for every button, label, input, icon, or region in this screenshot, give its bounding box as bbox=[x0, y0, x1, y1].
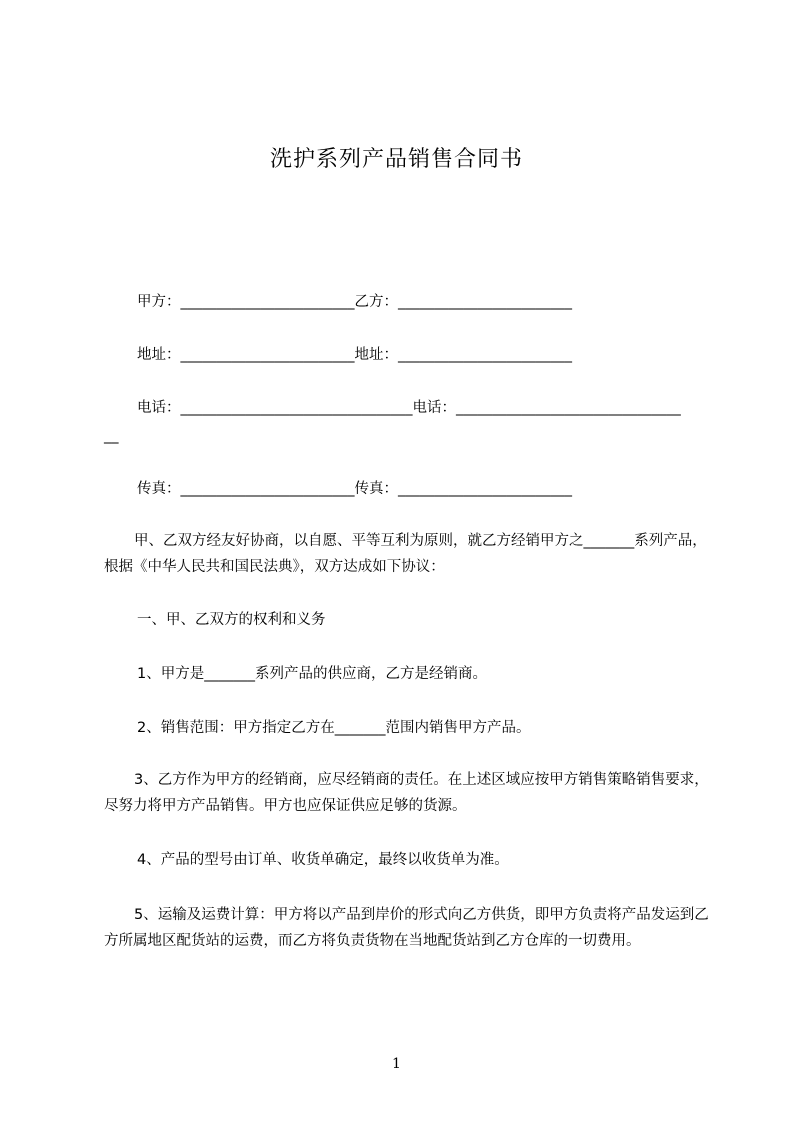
party-phone-line: 电话：________________________________电话：_______________________________ bbox=[137, 400, 681, 416]
preamble-paragraph: 甲、乙双方经友好协商，以自愿、平等互利为原则，就乙方经销甲方之_______系列产品，根据《中华人民共和国民法典》，双方达成如下协议： bbox=[104, 533, 707, 575]
section-heading: 一、甲、乙双方的权利和义务 bbox=[137, 612, 326, 628]
clause-4: 4、产品的型号由订单、收货单确定，最终以收货单为准。 bbox=[137, 852, 509, 868]
party-fax-line: 传真：________________________传真：________________________ bbox=[137, 481, 572, 497]
clause-5: 5、运输及运费计算：甲方将以产品到岸价的形式向乙方供货，即甲方负责将产品发运到乙方所属地区配货站的运费，而乙方将负责货物在当地配货站到乙方仓库的一切费用。 bbox=[104, 907, 709, 949]
document-title: 洗护系列产品销售合同书 bbox=[269, 147, 523, 172]
party-address-line: 地址：________________________地址：________________________ bbox=[137, 347, 572, 363]
clause-3: 3、乙方作为甲方的经销商，应尽经销商的责任。在上述区域应按甲方销售策略销售要求，尽努力将甲方产品销售。甲方也应保证供应足够的货源。 bbox=[104, 772, 709, 814]
clause-2: 2、销售范围：甲方指定乙方在_______范围内销售甲方产品。 bbox=[137, 720, 531, 736]
party-phone-line-wrap: __ bbox=[104, 428, 119, 444]
party-name-line: 甲方：________________________乙方：________________________ bbox=[137, 294, 572, 310]
clause-1: 1、甲方是_______系列产品的供应商，乙方是经销商。 bbox=[137, 666, 487, 682]
page-number: 1 bbox=[392, 1056, 401, 1072]
